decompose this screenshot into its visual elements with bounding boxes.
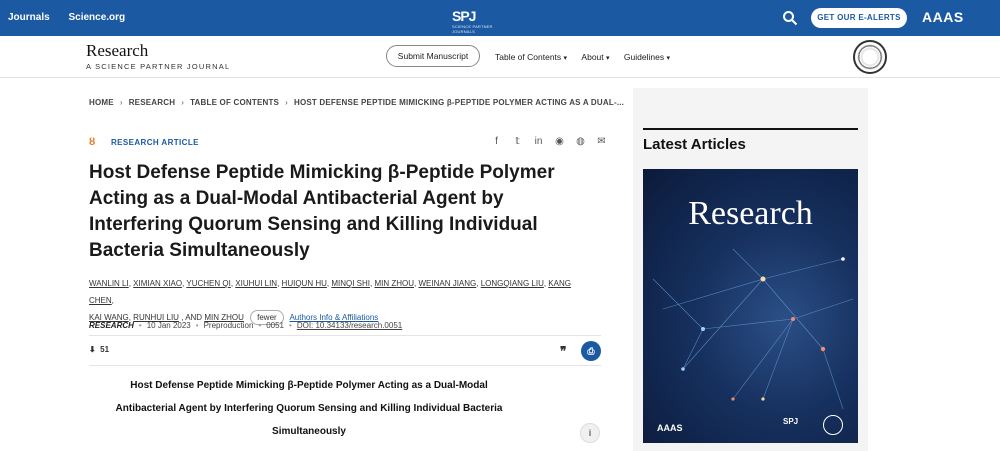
article-type-label: RESEARCH ARTICLE: [111, 138, 199, 147]
open-access-icon: ȣ: [89, 137, 96, 148]
pdf-icon[interactable]: ⎙: [581, 341, 601, 361]
breadcrumb-home[interactable]: HOME: [89, 98, 114, 107]
cover-title: Research: [688, 195, 813, 232]
publication-date: 10 Jan 2023: [146, 321, 191, 330]
sidebar: [633, 88, 868, 451]
reddit-icon[interactable]: ◉: [555, 136, 564, 147]
society-seal-logo: [853, 40, 887, 74]
journal-tagline: A SCIENCE PARTNER JOURNAL: [86, 62, 231, 71]
pdf-title-line: Antibacterial Agent by Interfering Quorum Sensing and Killing Individual Bacteria: [115, 403, 503, 414]
author-link[interactable]: WANLIN LI: [89, 279, 129, 288]
breadcrumb-toc[interactable]: TABLE OF CONTENTS: [190, 98, 280, 107]
download-count-value: 51: [100, 345, 110, 354]
nav-about[interactable]: About ▾: [581, 52, 610, 62]
author-link[interactable]: LONGQIANG LIU: [480, 279, 544, 288]
top-links: [8, 12, 141, 23]
twitter-icon[interactable]: 𝕥: [515, 136, 520, 147]
journal-label: RESEARCH: [89, 321, 134, 330]
chevron-down-icon: ▾: [606, 55, 610, 62]
cover-aaas-logo: AAAS: [657, 423, 683, 433]
article-title: Host Defense Peptide Mimicking β-Peptide Polymer Acting as a Dual-Modal Antibacterial Agent by Interfering Quorum Sensing and Killing Individual Bacteria Simultaneously: [89, 162, 555, 261]
author-link[interactable]: KAI WANG: [89, 313, 129, 322]
journal-nav: [495, 52, 682, 62]
doi-link[interactable]: DOI: 10.34133/research.0051: [296, 321, 403, 330]
sidebar-rule: [643, 128, 858, 130]
author-link[interactable]: MINQI SHI: [331, 279, 371, 288]
journals-link[interactable]: Journals: [8, 12, 50, 23]
cover-spj-logo: SPJ: [783, 417, 799, 426]
author-link[interactable]: MIN ZHOU: [204, 313, 244, 322]
pdf-preview-title: [89, 374, 529, 443]
search-icon[interactable]: [782, 10, 798, 26]
journal-header: [0, 36, 1000, 78]
nav-guidelines[interactable]: Guidelines ▾: [623, 52, 670, 62]
affiliations-link[interactable]: Authors Info & Affiliations: [289, 313, 379, 322]
chevron-right-icon: ›: [181, 98, 185, 107]
publication-status: Preproduction: [203, 321, 254, 330]
e-alerts-button[interactable]: GET OUR E-ALERTS: [811, 8, 907, 28]
author-link[interactable]: MIN ZHOU: [374, 279, 415, 288]
author-link[interactable]: XIMIAN XIAO: [133, 279, 183, 288]
chevron-down-icon: ▾: [563, 55, 568, 62]
author-link[interactable]: RUNHUI LIU: [133, 313, 179, 322]
cite-icon[interactable]: ❞: [560, 344, 567, 358]
divider: [89, 365, 601, 366]
chevron-down-icon: ▾: [666, 55, 670, 62]
spj-logo-text: SPJ: [452, 8, 476, 24]
journal-cover-image[interactable]: [643, 169, 858, 443]
email-icon[interactable]: ✉: [597, 136, 606, 147]
info-icon[interactable]: i: [580, 423, 600, 443]
nav-table-of-contents[interactable]: Table of Contents ▾: [495, 52, 568, 62]
wechat-icon[interactable]: ◍: [576, 136, 585, 147]
article-number: 0051: [266, 321, 284, 330]
publication-meta: RESEARCH • 10 Jan 2023 • Preproduction • 0051 • DOI: 10.34133/research.0051: [89, 321, 403, 330]
author-link[interactable]: YUCHEN QI: [186, 279, 231, 288]
cover-seal-icon: [823, 415, 843, 435]
spj-logo-subtitle: SCIENCE PARTNER JOURNALS: [452, 24, 493, 34]
top-bar: [0, 0, 1000, 36]
share-bar: [486, 136, 612, 147]
author-link[interactable]: WEINAN JIANG: [418, 279, 477, 288]
pdf-title-line: Simultaneously: [272, 426, 346, 437]
breadcrumb: [89, 98, 624, 107]
science-org-link[interactable]: Science.org: [68, 12, 126, 23]
download-icon: ⬇: [89, 345, 96, 354]
journal-brand[interactable]: [86, 41, 230, 71]
author-link[interactable]: HUIQUN HU: [281, 279, 327, 288]
facebook-icon[interactable]: f: [495, 136, 498, 147]
breadcrumb-research[interactable]: RESEARCH: [128, 98, 176, 107]
author-link[interactable]: KANG CHEN: [89, 279, 571, 305]
author-list: WANLIN LI, XIMIAN XIAO, YUCHEN QI, XIUHUI LIN, HUIQUN HU, MINQI SHI, MIN ZHOU, WEINAN JIANG, LONGQIANG LIU, KANG CHEN, KAI WANG, RUNHUI LIU , AND MIN ZHOU fewer Authors Info & Affiliations: [89, 275, 589, 326]
spj-logo[interactable]: [452, 6, 512, 34]
author-conjunction: , AND: [181, 313, 203, 322]
journal-name: Research: [86, 41, 149, 60]
divider: [89, 335, 601, 336]
submit-manuscript-button[interactable]: Submit Manuscript: [386, 45, 480, 67]
download-count: [89, 345, 109, 354]
breadcrumb-current: HOST DEFENSE PEPTIDE MIMICKING β-PEPTIDE POLYMER ACTING AS A DUAL-...: [293, 98, 625, 107]
chevron-right-icon: ›: [119, 98, 123, 107]
author-link[interactable]: XIUHUI LIN: [235, 279, 278, 288]
fewer-authors-button[interactable]: fewer: [250, 310, 284, 325]
chevron-right-icon: ›: [285, 98, 288, 107]
aaas-logo[interactable]: AAAS: [922, 9, 964, 25]
latest-articles-heading: Latest Articles: [643, 136, 746, 153]
pdf-title-line: Host Defense Peptide Mimicking β-Peptide Polymer Acting as a Dual-Modal: [130, 380, 488, 391]
linkedin-icon[interactable]: in: [534, 136, 543, 147]
